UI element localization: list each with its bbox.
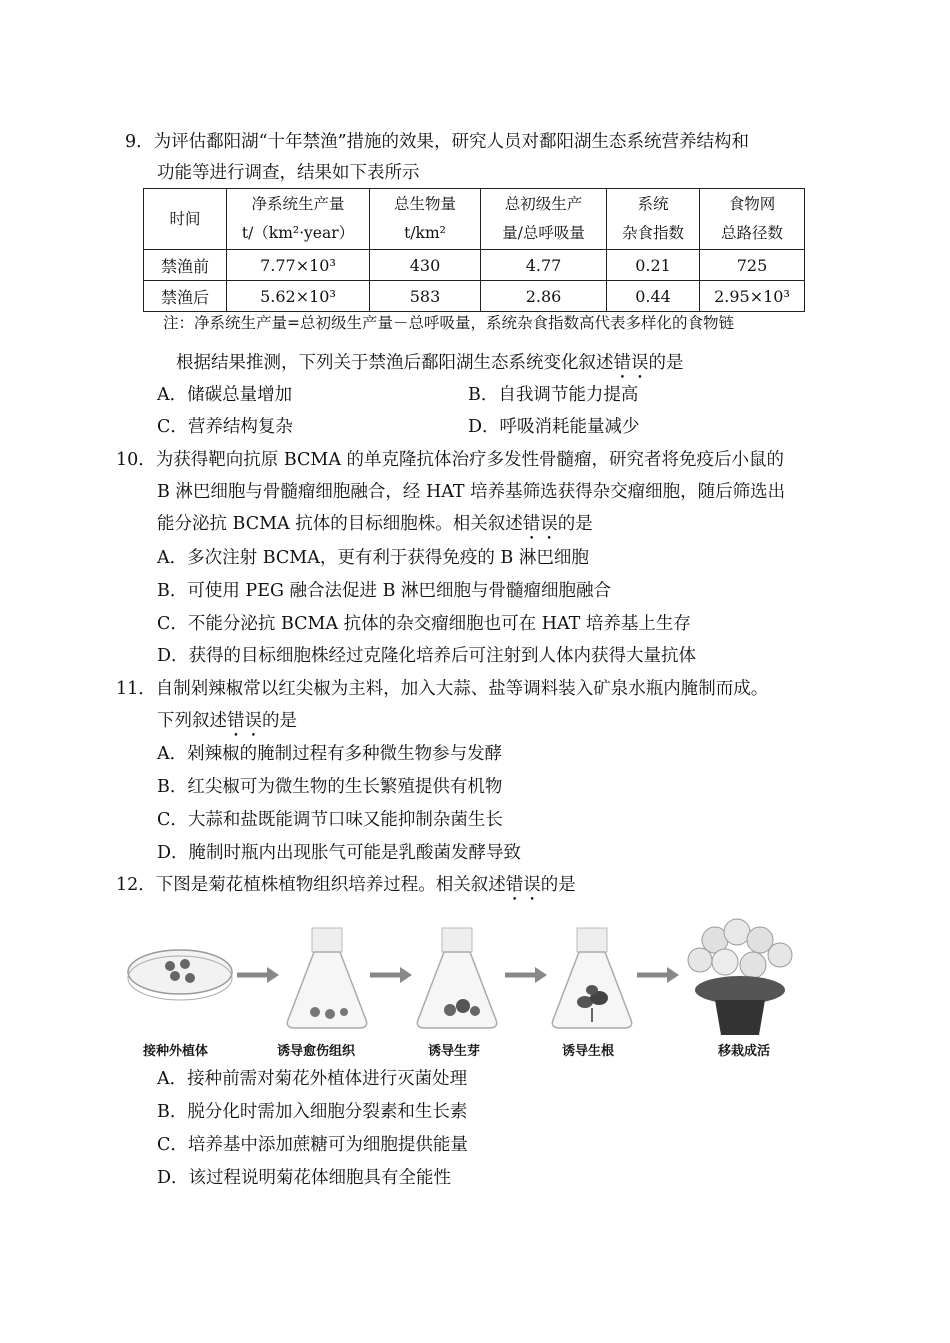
- q10-stem-line3: [157, 511, 593, 544]
- table-cell: 禁渔前: [144, 250, 227, 281]
- table-cell: 583: [370, 281, 481, 312]
- header-net-production: 净系统生产量 t/（km²·year）: [227, 189, 370, 250]
- q12-stem-suffix: 的是: [540, 875, 576, 895]
- q10-number: 10．: [116, 450, 156, 470]
- table-cell: 430: [370, 250, 481, 281]
- tissue-culture-figure: [125, 910, 825, 1060]
- q9-stem-line1: [125, 129, 749, 155]
- table-cell: 2.95×10³: [700, 281, 805, 312]
- q9-data-table: [143, 188, 805, 312]
- q10-option-d[interactable]: D．获得的目标细胞株经过克隆化培养后可注射到人体内获得大量抗体: [157, 646, 697, 666]
- flask-shoot-icon: [417, 928, 496, 1028]
- table-cell: 725: [700, 250, 805, 281]
- flask-root-icon: [552, 928, 631, 1028]
- q9-question: [176, 350, 684, 383]
- q12-stem-emph: 错误: [505, 875, 541, 895]
- q9-table-note: 注：净系统生产量=总初级生产量－总呼吸量，系统杂食指数高代表多样化的食物链: [163, 314, 734, 332]
- header-food-web-paths: 食物网 总路径数: [700, 189, 805, 250]
- header-omnivory: 系统 杂食指数: [607, 189, 700, 250]
- q9-option-a[interactable]: A．储碳总量增加: [157, 385, 293, 405]
- q10-stem-emph: 错误: [522, 514, 558, 534]
- arrow-icon: [370, 967, 412, 983]
- table-cell: 7.77×10³: [227, 250, 370, 281]
- q11-option-b[interactable]: B．红尖椒可为微生物的生长繁殖提供有机物: [157, 777, 503, 797]
- q11-stem-line1: [116, 676, 768, 702]
- q9-option-d[interactable]: D．呼吸消耗能量减少: [468, 417, 640, 437]
- q10-stem-line1: [116, 447, 784, 473]
- q11-option-a[interactable]: A．剁辣椒的腌制过程有多种微生物参与发酵: [157, 744, 503, 764]
- table-row: [144, 250, 805, 281]
- table-cell: 0.44: [607, 281, 700, 312]
- q12-option-c[interactable]: C．培养基中添加蔗糖可为细胞提供能量: [157, 1135, 468, 1155]
- caption-inoculate: 接种外植体: [143, 1044, 209, 1059]
- q9-option-b[interactable]: B．自我调节能力提高: [468, 385, 639, 405]
- q11-option-d[interactable]: D．腌制时瓶内出现胀气可能是乳酸菌发酵导致: [157, 843, 522, 863]
- header-time: 时间: [144, 189, 227, 250]
- q11-stem-line2: [157, 708, 297, 741]
- q12-option-b[interactable]: B．脱分化时需加入细胞分裂素和生长素: [157, 1102, 468, 1122]
- table-cell: 禁渔后: [144, 281, 227, 312]
- q9-question-emph: 错误: [613, 353, 649, 373]
- header-biomass: 总生物量 t/km²: [370, 189, 481, 250]
- q11-option-c[interactable]: C．大蒜和盐既能调节口味又能抑制杂菌生长: [157, 810, 503, 830]
- q10-stem-prefix: 能分泌抗 BCMA 抗体的目标细胞株。相关叙述: [157, 514, 523, 534]
- table-cell: 4.77: [481, 250, 607, 281]
- table-cell: 0.21: [607, 250, 700, 281]
- table-header-row: [144, 189, 805, 250]
- q10-stem-text1: 为获得靶向抗原 BCMA 的单克隆抗体治疗多发性骨髓瘤，研究者将免疫后小鼠的: [155, 450, 785, 470]
- flask-callus-icon: [287, 928, 366, 1028]
- arrow-icon: [237, 967, 279, 983]
- q9-stem-line2: 功能等进行调查，结果如下表所示: [157, 163, 420, 183]
- q10-option-a[interactable]: A．多次注射 BCMA，更有利于获得免疫的 B 淋巴细胞: [157, 548, 589, 568]
- q10-stem-line2: B 淋巴细胞与骨髓瘤细胞融合，经 HAT 培养基筛选获得杂交瘤细胞，随后筛选出: [157, 482, 786, 502]
- q10-stem-suffix: 的是: [557, 514, 593, 534]
- q11-stem-prefix: 下列叙述: [157, 711, 227, 731]
- q12-option-a[interactable]: A．接种前需对菊花外植体进行灭菌处理: [157, 1069, 468, 1089]
- table-cell: 5.62×10³: [227, 281, 370, 312]
- q9-stem-text1: 为评估鄱阳湖“十年禁渔”措施的效果，研究人员对鄱阳湖生态系统营养结构和: [153, 132, 750, 152]
- table-cell: 2.86: [481, 281, 607, 312]
- caption-callus: 诱导愈伤组织: [277, 1044, 356, 1059]
- q9-question-prefix: 根据结果推测，下列关于禁渔后鄱阳湖生态系统变化叙述: [176, 353, 614, 373]
- q9-option-c[interactable]: C．营养结构复杂: [157, 417, 293, 437]
- arrow-icon: [505, 967, 547, 983]
- petri-dish-icon: [128, 950, 232, 1000]
- q12-option-d[interactable]: D．该过程说明菊花体细胞具有全能性: [157, 1168, 452, 1188]
- header-production-respiration: 总初级生产 量/总呼吸量: [481, 189, 607, 250]
- caption-transplant: 移栽成活: [718, 1044, 771, 1059]
- q9-number: 9．: [125, 132, 154, 152]
- q11-stem-text1: 自制剁辣椒常以红尖椒为主料，加入大蒜、盐等调料装入矿泉水瓶内腌制而成。: [155, 679, 769, 699]
- q10-option-b[interactable]: B．可使用 PEG 融合法促进 B 淋巴细胞与骨髓瘤细胞融合: [157, 581, 611, 601]
- caption-shoot: 诱导生芽: [428, 1044, 481, 1059]
- potted-chrysanthemum-icon: [688, 919, 792, 1035]
- caption-root: 诱导生根: [562, 1044, 615, 1059]
- arrow-icon: [637, 967, 679, 983]
- q12-number: 12．: [116, 875, 156, 895]
- q10-option-c[interactable]: C．不能分泌抗 BCMA 抗体的杂交瘤细胞也可在 HAT 培养基上生存: [157, 614, 691, 634]
- q11-stem-suffix: 的是: [262, 711, 297, 731]
- q9-question-suffix: 的是: [648, 353, 684, 373]
- q12-stem: [116, 872, 576, 905]
- q11-stem-emph: 错误: [227, 711, 262, 731]
- q11-number: 11．: [116, 679, 156, 699]
- q12-stem-prefix: 下图是菊花植株植物组织培养过程。相关叙述: [155, 875, 506, 895]
- table-row: [144, 281, 805, 312]
